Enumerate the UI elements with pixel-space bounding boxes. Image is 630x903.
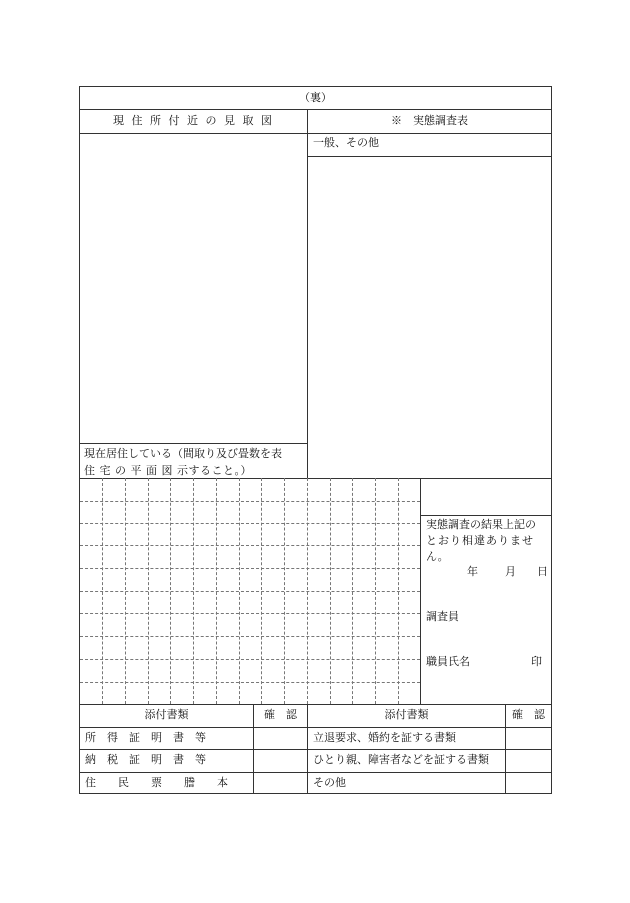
confirm-cell-right-2[interactable] (506, 749, 551, 772)
date-year-label: 年 (467, 565, 478, 578)
doc-row-right-eviction: 立退要求、婚約を証する書類 (313, 730, 456, 744)
seal-label: 印 (531, 655, 542, 668)
confirm-cell-left-1[interactable] (254, 727, 307, 749)
map-area (80, 134, 307, 443)
doc-row-right-single-parent: ひとり親、障害者などを証する書類 (313, 753, 489, 767)
investigator-label: 調査員 (426, 610, 459, 623)
floorplan-caption (84, 446, 306, 478)
doc-row-right-other: その他 (313, 775, 346, 789)
confirm-cell-right-3[interactable] (506, 772, 551, 794)
confirm-cell-left-2[interactable] (254, 749, 307, 772)
survey-section-header: ※ 実態調査表 (391, 113, 468, 127)
confirm-cell-left-3[interactable] (254, 772, 307, 794)
doc-row-left-income: 所 得 証 明 書 等 (85, 730, 206, 744)
result-statement-line1: 実態調査の結果上記の (426, 518, 536, 531)
date-field (420, 564, 551, 582)
general-other-label: 一般、その他 (313, 136, 379, 149)
staff-name-field (426, 654, 548, 672)
floorplan-caption-line1: 現在居住している（間取り及び畳数を表 (84, 447, 282, 460)
form-title: （裏） (299, 90, 332, 104)
map-section-header: 現 住 所 付 近 の 見 取 図 (113, 113, 274, 127)
floorplan-caption-line2: 住 宅 の 平 面 図 示すること。） (84, 463, 252, 477)
doc-row-left-residence: 住 民 票 謄 本 (85, 775, 228, 789)
date-day-label: 日 (537, 565, 548, 578)
staff-name-label: 職員氏名 (426, 655, 470, 668)
doc-row-left-tax: 納 税 証 明 書 等 (85, 753, 206, 767)
result-statement-line2: とおり相違ありませ (426, 534, 534, 547)
survey-form (79, 86, 552, 794)
docs-header-left: 添付書類 (144, 708, 189, 722)
confirm-header-right: 確 認 (512, 708, 545, 722)
confirm-header-left: 確 認 (264, 708, 297, 722)
docs-header-right: 添付書類 (384, 708, 429, 722)
survey-notes-area (308, 157, 551, 477)
result-statement-line3: ん。 (426, 550, 449, 563)
date-month-label: 月 (505, 565, 516, 578)
confirm-cell-right-1[interactable] (506, 727, 551, 749)
